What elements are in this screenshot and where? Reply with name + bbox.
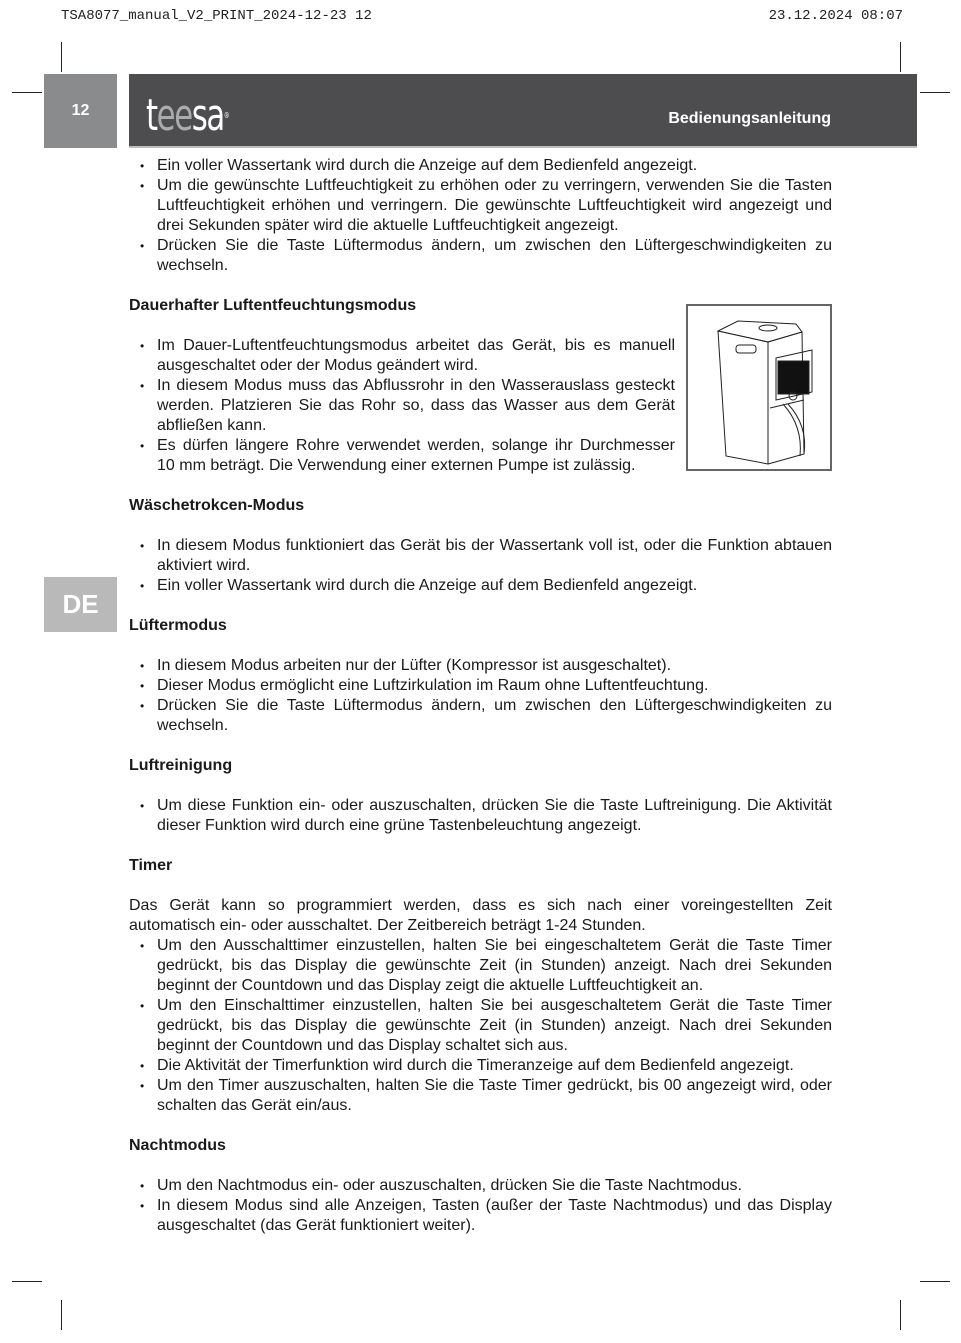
- section-list: [129, 536, 832, 596]
- section-heading: Luftreinigung: [129, 757, 233, 774]
- crop-mark: [61, 42, 62, 72]
- section-heading: Lüftermodus: [129, 617, 227, 634]
- language-tab: DE: [44, 577, 117, 632]
- list-item: • Die Aktivität der Timerfunktion wird durch die Timeranzeige auf dem Bedienfeld angezeigt.: [129, 1056, 832, 1076]
- crop-mark: [920, 1281, 950, 1282]
- section-heading: Wäschetrokcen-Modus: [129, 497, 305, 514]
- section-list: [129, 656, 832, 736]
- list-item: • Um die gewünschte Luftfeuchtigkeit zu erhöhen oder zu verringern, verwenden Sie die Tasten Luftfeuchtigkeit erhöhen und verringern. Die gewünschte Luftfeuchtigkeit wird angezeigt und drei Sekunden später wird die aktuelle Luftfeuchtigkeit angezeigt.: [129, 176, 832, 236]
- list-item: • Drücken Sie die Taste Lüftermodus ändern, um zwischen den Lüftergeschwindigkeiten zu wechseln.: [129, 696, 832, 736]
- page-number: 12: [44, 74, 117, 148]
- list-item: • In diesem Modus sind alle Anzeigen, Tasten (außer der Taste Nachtmodus) und das Display ausgeschaltet (das Gerät funktioniert weiter).: [129, 1196, 832, 1236]
- print-file-name: TSA8077_manual_V2_PRINT_2024-12-23 12: [61, 8, 372, 24]
- document-body: [129, 156, 832, 1236]
- section-list: [129, 1176, 832, 1236]
- section-list: [129, 936, 832, 1116]
- crop-mark: [900, 42, 901, 72]
- crop-mark: [12, 1281, 42, 1282]
- crop-mark: [900, 1300, 901, 1330]
- section-heading: Dauerhafter Luftentfeuchtungsmodus: [129, 297, 417, 314]
- list-item: • Es dürfen längere Rohre verwendet werden, solange ihr Durchmesser 10 mm beträgt. Die Verwendung einer externen Pumpe ist zulässig.: [129, 436, 675, 476]
- section-heading: Timer: [129, 857, 173, 874]
- section-list: [129, 796, 832, 836]
- list-item: • In diesem Modus muss das Abflussrohr in den Wasserauslass gesteckt werden. Platzieren Sie das Rohr so, dass das Wasser aus dem Gerät abfließen kann.: [129, 376, 675, 436]
- list-item: • Im Dauer-Luftentfeuchtungsmodus arbeitet das Gerät, bis es manuell ausgeschaltet oder der Modus geändert wird.: [129, 336, 675, 376]
- intro-list: [129, 156, 832, 276]
- crop-mark: [61, 1300, 62, 1330]
- teesa-logo: teesa®: [146, 90, 229, 141]
- list-item: • Dieser Modus ermöglicht eine Luftzirkulation im Raum ohne Luftentfeuchtung.: [129, 676, 832, 696]
- list-item: • In diesem Modus arbeiten nur der Lüfter (Kompressor ist ausgeschaltet).: [129, 656, 832, 676]
- header-bar: [129, 74, 917, 148]
- crop-mark: [920, 92, 950, 93]
- list-item: • Ein voller Wassertank wird durch die Anzeige auf dem Bedienfeld angezeigt.: [129, 156, 832, 176]
- section-list: [129, 336, 675, 476]
- header-title: Bedienungsanleitung: [668, 110, 831, 127]
- list-item: • In diesem Modus funktioniert das Gerät bis der Wassertank voll ist, oder die Funktion abtauen aktiviert wird.: [129, 536, 832, 576]
- list-item: • Drücken Sie die Taste Lüftermodus ändern, um zwischen den Lüftergeschwindigkeiten zu wechseln.: [129, 236, 832, 276]
- list-item: • Um den Einschalttimer einzustellen, halten Sie bei ausgeschaltetem Gerät die Taste Timer gedrückt, bis das Display die gewünschte Zeit (in Stunden) anzeigt. Nach drei Sekunden beginnt der Countdown und das Display schaltet sich aus.: [129, 996, 832, 1056]
- crop-mark: [12, 92, 42, 93]
- section-heading: Nachtmodus: [129, 1137, 226, 1154]
- list-item: • Um den Timer auszuschalten, halten Sie die Taste Timer gedrückt, bis 00 angezeigt wird, oder schalten das Gerät ein/aus.: [129, 1076, 832, 1116]
- list-item: • Um den Ausschalttimer einzustellen, halten Sie bei eingeschaltetem Gerät die Taste Timer gedrückt, bis das Display die gewünschte Zeit (in Stunden) anzeigt. Nach drei Sekunden beginnt der Countdown und das Display zeigt die aktuelle Luftfeuchtigkeit an.: [129, 936, 832, 996]
- print-datetime: 23.12.2024 08:07: [768, 8, 903, 24]
- list-item: • Um den Nachtmodus ein- oder auszuschalten, drücken Sie die Taste Nachtmodus.: [129, 1176, 832, 1196]
- list-item: • Ein voller Wassertank wird durch die Anzeige auf dem Bedienfeld angezeigt.: [129, 576, 832, 596]
- section-intro: Das Gerät kann so programmiert werden, dass es sich nach einer voreingestellten Zeit automatisch ein- oder ausschaltet. Der Zeitbereich beträgt 1-24 Stunden.: [129, 897, 832, 934]
- list-item: • Um diese Funktion ein- oder auszuschalten, drücken Sie die Taste Luftreinigung. Die Aktivität dieser Funktion wird durch eine grüne Tastenbeleuchtung angezeigt.: [129, 796, 832, 836]
